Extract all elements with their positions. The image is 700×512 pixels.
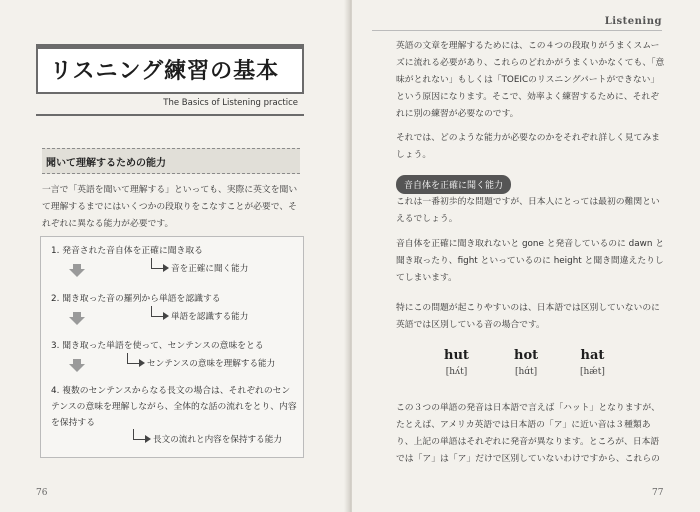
paragraph-5: 特にこの問題が起こりやすいのは、日本語では区別していないのに英語では区別している音の場合です。 [396, 303, 660, 330]
right-arrow-icon [163, 312, 169, 320]
word-pronunciation: [hɑ́t] [514, 367, 538, 377]
right-page [352, 0, 700, 512]
down-arrow-icon [69, 317, 85, 325]
word-text: hut [444, 348, 469, 363]
step-4-result: 長文の流れと内容を保持する能力 [153, 435, 282, 445]
step-4-text: 4. 複数のセンテンスからなる長文の場合は、それぞれのセンテンスの意味を理解しながら、全体的な話の流れをとり、内容を保持する [51, 386, 297, 428]
right-arrow-icon [145, 435, 151, 443]
section-heading-text: 聞いて理解するための能力 [46, 158, 166, 169]
paragraph-6: この３つの単語の発音は日本語で言えば「ハット」となりますが、たとえば、アメリカ英語では日本語の「ア」に近い音は３種類あり、上記の単語はそれぞれに発音が異なります。ところが、日本語では「ア」は「ア」だけで区別していないわけですから、これらの [396, 403, 660, 464]
section-heading [42, 148, 300, 174]
word-pronunciation: [hǽt] [580, 367, 605, 377]
chapter-title-box [36, 44, 304, 94]
word-hat [580, 348, 605, 377]
down-arrow-icon [69, 364, 85, 372]
step-1-result: 音を正確に聞く能力 [171, 264, 249, 274]
steps-flow-box [40, 236, 304, 458]
step-1-text: 1. 発音された音自体を正確に聞き取る [51, 246, 203, 256]
word-pronunciation: [hʌ́t] [445, 367, 468, 377]
left-page [0, 0, 348, 512]
step-3-result: センテンスの意味を理解する能力 [147, 359, 276, 369]
page-number-right: 77 [652, 488, 664, 498]
chapter-title: リスニング練習の基本 [50, 58, 280, 84]
topic-badge: 音自体を正確に聞く能力 [396, 175, 511, 194]
right-arrow-icon [163, 264, 169, 272]
step-3-text: 3. 聞き取った単語を使って、センテンスの意味をとる [51, 341, 264, 351]
chapter-subtitle: The Basics of Listening practice [163, 98, 298, 108]
paragraph-1: 英語の文章を理解するためには、この４つの段取りがうまくスムーズに流れる必要があり、これらのどれかがうまくいかなくても、「意味がとれない」もしくは「TOEICのリスニングパートができない」という原因になります。そこで、効率よく練習するために、それぞれに別の練習が必要なのです。 [396, 41, 665, 119]
word-text: hot [514, 348, 539, 363]
word-text: hat [580, 348, 605, 363]
intro-paragraph: 一言で「英語を聞いて理解する」といっても、実際に英文を聞いて理解するまでにはいくつかの段取りをこなすことが必要で、それぞれに異なる能力が必要です。 [42, 185, 298, 229]
word-hut [444, 348, 469, 377]
down-arrow-icon [69, 269, 85, 277]
chapter-subtitle-row [36, 92, 304, 116]
right-arrow-icon [139, 359, 145, 367]
paragraph-4: 音自体を正確に聞き取れないと gone と発音しているのに dawn と聞き取ったり、fight といっているのに height と聞き間違えたりしてしまいます。 [396, 239, 665, 283]
step-2-text: 2. 聞き取った音の羅列から単語を認識する [51, 294, 221, 304]
page-number-left: 76 [36, 488, 48, 498]
paragraph-3: これは一番初歩的な問題ですが、日本人にとっては最初の難関といえるでしょう。 [396, 197, 660, 224]
step-2-result: 単語を認識する能力 [171, 312, 249, 322]
running-header: Listening [604, 16, 662, 27]
paragraph-2: それでは、どのような能力が必要なのかをそれぞれ詳しく見てみましょう。 [396, 133, 660, 160]
header-rule [372, 30, 662, 31]
word-hot [514, 348, 538, 377]
